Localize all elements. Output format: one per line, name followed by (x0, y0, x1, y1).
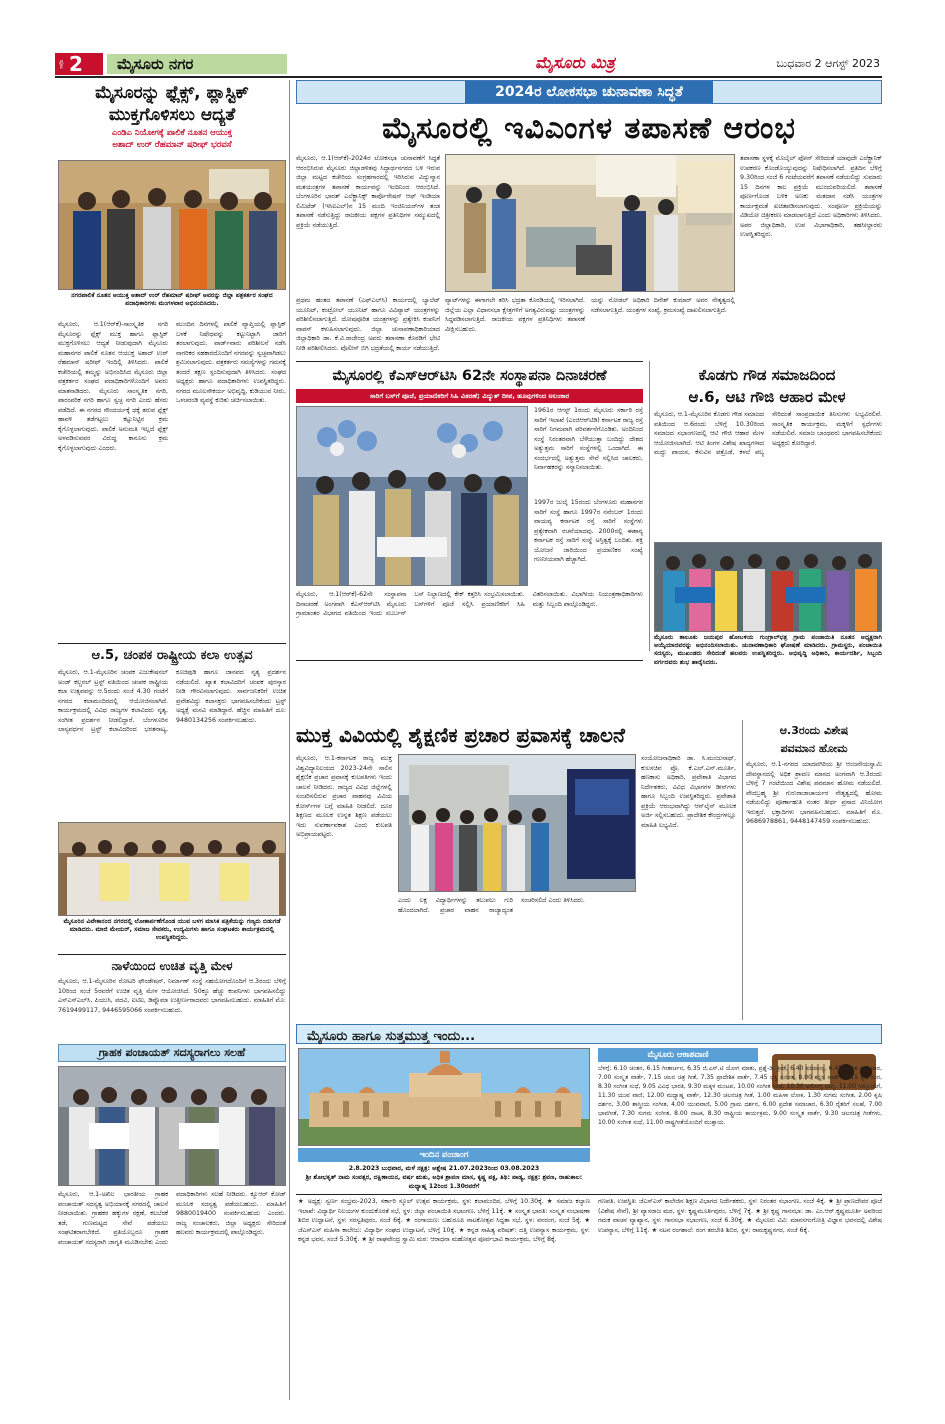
evm-body-mid1: ವ್ಯಾಟ್‌ಗಳನ್ನು ಈಗಾಗಲೇ ತರಿಸಿ ಭದ್ರತಾ ಕೊಠಡಿಯಲ್ಲಿ ಇರಿಸಲಾಗಿದೆ. ಜಿಲ್ಲೆಯ ಎಲ್ಲಾ ವಿಧಾನಸಭಾ ಕ್ಷೇತ್ರಗಳಿಗೆ ಅಗತ್ಯವಿರುವಷ್ಟು ಯಂತ್ರಗಳನ್ನು ಸಿದ್ಧಪಡಿಸಲಾಗುತ್ತಿದೆ. ರಾಜಕೀಯ ಪಕ್ಷಗಳ ಪ್ರತಿನಿಧಿಗಳು ತಪಾಸಣೆ ವೀಕ್ಷಿಸಬಹುದು. (445, 297, 585, 333)
akashvani-schedule: ಬೆಳಗ್ಗೆ: 6.10 ಚಿಂತನ, 6.15 ಗೀತಾರ್ಚನ, 6.35 ಜಿ.ಎಸ್.ಟಿ ಯೋಗ ಮಾತು, ಪ್ರಶ್ನೆ-ಡಿ. ಕ್ರೀಡೆ, 6.40 ಪದಪಾಣ್ಯ, 6.45 ಪ್ರದೇಶ ಸಮಾಚಾರ, 7.00 ಸಂಸ್ಕೃತ ವಾರ್ತೆ, 7.15 ಚಲನ ಚಿತ್ರ ಗೀತೆ, 7.35 ಪ್ರಾದೇಶಿಕ ವಾರ್ತೆ, 7.45 ಭಕ್ತಿ ಸಂಗೀತ, 8.00 ಕನ್ನಡ ವಾರ್ತೆ, 8.15 ಕೃಷಿ ರಂಗ, 8.30 ಸಂಗೀತ ಸುಧೆ, 9.05 ವಿವಿಧ ಭಾರತಿ, 9.30 ಮಕ್ಕಳ ಮಂಟಪ, 10.00 ಸಂಗೀತ ಸಂಜೆ, 10.30 ಆರೋಗ್ಯ ಭಾಗ್ಯ, 11.00 ನಿಮ್ಮೊಂದಿಗೆ, 11.30 ಯುವ ವಾಣಿ, 12.00 ಮಧ್ಯಾಹ್ನ ವಾರ್ತೆ, 12.30 ಚಲನಚಿತ್ರ ಗೀತೆ, 1.00 ಮಹಿಳಾ ಲೋಕ, 1.30 ಸುಗಮ ಸಂಗೀತ, 2.00 ಕೃಷಿ ದರ್ಶನ, 3.00 ಶಾಸ್ತ್ರೀಯ ಸಂಗೀತ, 4.00 ಯುವವಾಣಿ, 5.00 ಗ್ರಾಮ ದರ್ಶನ, 6.00 ಪ್ರದೇಶ ಸಮಾಚಾರ, 6.30 ರೈತರಿಗೆ ಸಲಹೆ, 7.00 ಭಾವಗೀತೆ, 7.30 ಸುಗಮ ಸಂಗೀತ, 8.00 ನಾಟಕ, 8.30 ರಾಷ್ಟ್ರೀಯ ಕಾರ್ಯಕ್ರಮ, 9.00 ಸಂಸ್ಕೃತ ವಾರ್ತೆ, 9.30 ಚಲನಚಿತ್ರ ಗೀತೆಗಳು, 10.00 ಸಂಗೀತ ಸುಧೆ, 11.00 ರಾಷ್ಟ್ರಗೀತೆಯೊಂದಿಗೆ ಮುಕ್ತಾಯ. (598, 1065, 882, 1126)
champaka-article-title: ಆ.5, ಚಂಪಕ ರಾಷ್ಟ್ರೀಯ ಕಲಾ ಉತ್ಸವ (91, 648, 253, 663)
job-fair-body: ಮೈಸೂರು, ಆ.1-ಮೈಸೂರಿನ ರೋಟರಿ ಫೌಂಡೇಷನ್, ನಿರ್ಮಾಣ್ ಸಂಸ್ಥೆ ಸಹಯೋಗದೊಂದಿಗೆ ಆ.3ರಂದು ಬೆಳಿಗ್ಗೆ 10ರಿಂದ ಸಂಜೆ 5ರವರೆಗೆ ಉಚಿತ ವೃತ್ತಿ ಮೇಳ ಆಯೋಜಿಸಿದೆ. 50ಕ್ಕೂ ಹೆಚ್ಚು ಕಂಪನಿಗಳು ಭಾಗವಹಿಸಲಿದ್ದು ಎಸ್‌ಎಸ್‌ಎಲ್‌ಸಿ, ಪಿಯುಸಿ, ಪದವಿ, ಐಟಿಐ, ಡಿಪ್ಲೊಮಾ ಉತ್ತೀರ್ಣರಾದವರು ಭಾಗವಹಿಸಬಹುದು. ಮಾಹಿತಿಗೆ ಮೊ: 7619499117, 9446595066 ಸಂಪರ್ಕಿಸಬಹುದು. (58, 978, 286, 1014)
kodava-title-1: ಕೊಡಗು ಗೌಡ ಸಮಾಜದಿಂದ (698, 366, 836, 384)
mysore-palace-photo (298, 1048, 590, 1146)
evm-body-right: ತಪಾಸಣಾ ಸ್ಥಳಕ್ಕೆ ಮೊಬೈಲ್ ಫೋನ್ ಸೇರಿದಂತೆ ಯಾವುದೇ ಎಲೆಕ್ಟ್ರಾನಿಕ್ ಉಪಕರಣ ಕೊಂಡೊಯ್ಯುವುದನ್ನು ನಿಷೇಧಿಸಲಾಗಿದೆ. ಪ್ರತಿದಿನ ಬೆಳಿಗ್ಗೆ 9.30ರಿಂದ ಸಂಜೆ 6 ಗಂಟೆಯವರೆಗೆ ತಪಾಸಣೆ ನಡೆಯಲಿದ್ದು ಸುಮಾರು 15 ದಿನಗಳ ಕಾಲ ಪ್ರಕ್ರಿಯೆ ಮುಂದುವರಿಯಲಿದೆ. ತಪಾಸಣೆ ಪೂರ್ಣಗೊಂಡ ಬಳಿಕ ಅಣಕು ಮತದಾನ ನಡೆಸಿ ಯಂತ್ರಗಳ ಕಾರ್ಯಕ್ಷಮತೆ ಖಚಿತಪಡಿಸಲಾಗುವುದು. ಸಂಪೂರ್ಣ ಪ್ರಕ್ರಿಯೆಯನ್ನು ವಿಡಿಯೋ ಚಿತ್ರೀಕರಣ ಮಾಡಲಾಗುತ್ತಿದೆ ಎಂದು ಅಧಿಕಾರಿಗಳು ತಿಳಿಸಿದರು. ಅಪರ ಜಿಲ್ಲಾಧಿಕಾರಿ, ಉಪ ವಿಭಾಗಾಧಿಕಾರಿ, ತಹಸೀಲ್ದಾರರು ಉಪಸ್ಥಿತರಿದ್ದರು. (740, 155, 882, 238)
pavamana-body: ಮೈಸೂರು, ಆ.1-ನಗರದ ಯಾದವಗಿರಿಯ ಶ್ರೀ ಆಂಜನೇಯಸ್ವಾಮಿ ದೇವಸ್ಥಾನದಲ್ಲಿ ಅಧಿಕ ಶ್ರಾವಣ ಮಾಸದ ಅಂಗವಾಗಿ ಆ.3ರಂದು ಬೆಳಿಗ್ಗೆ 7 ಗಂಟೆಯಿಂದ ವಿಶೇಷ ಪವಮಾನ ಹೋಮ ನಡೆಯಲಿದೆ. ವೇದಬ್ರಹ್ಮ ಶ್ರೀ ಗುರುರಾಜಾಚಾರ್ಯರ ನೇತೃತ್ವದಲ್ಲಿ ಹೋಮ ನಡೆಯಲಿದ್ದು ಪೂರ್ಣಾಹುತಿ ನಂತರ ತೀರ್ಥ ಪ್ರಸಾದ ವಿನಿಯೋಗ ಇರುತ್ತದೆ. ಭಕ್ತಾದಿಗಳು ಭಾಗವಹಿಸಬಹುದು. ಮಾಹಿತಿಗೆ ಮೊ. 9686978861, 9448147459 ಸಂಪರ್ಕಿಸಬಹುದು. (746, 761, 882, 825)
champaka-article-body: ಮೈಸೂರು, ಆ.1-ಮೈಸೂರಿನ ಚಂಪಕ ಎಜುಕೇಷನಲ್ ಅಂಡ್ ಕಲ್ಚರಲ್ ಟ್ರಸ್ಟ್ ವತಿಯಿಂದ ಚಂಪಕ ರಾಷ್ಟ್ರೀಯ ಕಲಾ ಉತ್ಸವವನ್ನು ಆ.5ರಂದು ಸಂಜೆ 4.30 ಗಂಟೆಗೆ ನಗರದ ಕಲಾಮಂದಿರದಲ್ಲಿ ಆಯೋಜಿಸಲಾಗಿದೆ. ಕಾರ್ಯಕ್ರಮದಲ್ಲಿ ವಿವಿಧ ರಾಜ್ಯಗಳ ಕಲಾವಿದರು ನೃತ್ಯ, ಸಂಗೀತ ಪ್ರದರ್ಶನ ನೀಡಲಿದ್ದಾರೆ. ಬೆಂಗಳೂರಿನ ಲಾಸ್ಯವರ್ಧನ ಟ್ರಸ್ಟ್ ಕಲಾವಿದರಿಂದ ಭರತನಾಟ್ಯ, ಕೂಚಿಪುಡಿ ಹಾಗೂ ಜಾನಪದ ನೃತ್ಯ ಪ್ರದರ್ಶನ ನಡೆಯಲಿದೆ. ಖ್ಯಾತ ಕಲಾವಿದರಿಗೆ ಚಂಪಕ ಪುರಸ್ಕಾರ ನೀಡಿ ಗೌರವಿಸಲಾಗುವುದು. ಸಾರ್ವಜನಿಕರಿಗೆ ಉಚಿತ ಪ್ರವೇಶವಿದ್ದು ಕಲಾಸಕ್ತರು ಭಾಗವಹಿಸಬೇಕೆಂದು ಟ್ರಸ್ಟ್ ಅಧ್ಯಕ್ಷೆ ಮನವಿ ಮಾಡಿದ್ದಾರೆ. ಹೆಚ್ಚಿನ ಮಾಹಿತಿಗೆ ದೂ: 9480134256 ಸಂಪರ್ಕಿಸಬಹುದು. (58, 669, 286, 733)
election-banner (296, 80, 882, 104)
panchanga-label: ಇಂದಿನ ಪಂಚಾಂಗ (419, 1150, 469, 1160)
ksrtc-body-right2: 1997ರ ಜುಲೈ 15ರಂದು ಬೆಂಗಳೂರು ಮಹಾನಗರ ಸಾರಿಗೆ ಸಂಸ್ಥೆ ಹಾಗೂ 1997ರ ನವೆಂಬರ್ 1ರಂದು ವಾಯವ್ಯ ಕರ್ನಾಟಕ ರಸ್ತೆ ಸಾರಿಗೆ ಸಂಸ್ಥೆಗಳು ಪ್ರತ್ಯೇಕವಾಗಿ ರಚನೆಯಾದವು. 2000ರಲ್ಲಿ ಈಶಾನ್ಯ ಕರ್ನಾಟಕ ರಸ್ತೆ ಸಾರಿಗೆ ಸಂಸ್ಥೆ ಅಸ್ತಿತ್ವಕ್ಕೆ ಬಂದಿತು. ಶಕ್ತಿ ಯೋಜನೆ ಜಾರಿಯಿಂದ ಪ್ರಯಾಣಿಕರ ಸಂಖ್ಯೆ ಗಣನೀಯವಾಗಿ ಹೆಚ್ಚಾಗಿದೆ. (534, 499, 643, 563)
job-fair-title: ನಾಳೆಯಿಂದ ಉಚಿತ ವೃತ್ತಿ ಮೇಳ (111, 959, 233, 973)
section-name: ಮೈಸೂರು ನಗರ (107, 54, 287, 74)
commissioner-group-photo (58, 160, 286, 290)
paper-logo: ಮೈಸೂರು ಮಿತ್ರ (535, 53, 615, 72)
ksrtc-divider (296, 361, 643, 362)
page-number: 2 (69, 52, 83, 76)
consumer-panchayat-title-box (58, 1044, 286, 1062)
ksrtc-body-bottom: ಮೈಸೂರು, ಆ.1(ಆರ್‌ಕೆ)-62ನೇ ಸಂಸ್ಥಾಪನಾ ದಿನಾಚರಣೆ ಅಂಗವಾಗಿ ಕೆಎಸ್‌ಆರ್‌ಟಿಸಿ ಮೈಸೂರು ಗ್ರಾಮಾಂತರ ವಿಭಾಗದ ವತಿಯಿಂದ ಇಂದು ಸಬರ್ಬನ್ ಬಸ್ ನಿಲ್ದಾಣದಲ್ಲಿ ಕೇಕ್ ಕತ್ತರಿಸಿ ಸಂಭ್ರಮಿಸಲಾಯಿತು. ಬಸ್‌ಗಳಿಗೆ ಪೂಜೆ ಸಲ್ಲಿಸಿ ಪ್ರಯಾಣಿಕರಿಗೆ ಸಿಹಿ ವಿತರಿಸಲಾಯಿತು. ವಿಭಾಗೀಯ ನಿಯಂತ್ರಣಾಧಿಕಾರಿಗಳು ಮತ್ತು ಸಿಬ್ಬಂದಿ ಪಾಲ್ಗೊಂಡಿದ್ದರು. (296, 591, 643, 617)
mukta-headline: ಮುಕ್ತ ವಿವಿಯಲ್ಲಿ ಶೈಕ್ಷಣಿಕ ಪ್ರಚಾರ ಪ್ರವಾಸಕ್ಕೆ ಚಾಲನೆ (296, 723, 625, 747)
left-article-subtitle-2: ಅಶಾದ್ ಉರ್ ರೆಹಮಾನ್ ಷರೀಫ್ ಭರವಸೆ (112, 140, 232, 150)
events-list-left: ★ ಅಧ್ಯಕ್ಷ: ಸ್ವರ್ಣ ಸಂಭ್ರಮ-2023, ಸರ್ಕಾರಿ ಸ್ಕೂಲ್ ಉತ್ಸವ ಕಾರ್ಯಕ್ರಮ, ಸ್ಥಳ: ಕಲಾಮಂದಿರ, ಬೆಳಿಗ್ಗೆ 10.30ಕ್ಕೆ. ★ ಸಮಾಜ ಕಲ್ಯಾಣ ಇಲಾಖೆ: ವಿದ್ಯಾರ್ಥಿ ನಿಲಯಗಳ ಕುಂದುಕೊರತೆ ಸಭೆ, ಸ್ಥಳ: ಜಿಲ್ಲಾ ಪಂಚಾಯಿತಿ ಸಭಾಂಗಣ, ಬೆಳಿಗ್ಗೆ 11ಕ್ಕೆ. ★ ಸಂಸ್ಕೃತ ಭಾರತಿ: ಸಂಸ್ಕೃತ ಸಂಭಾಷಣಾ ಶಿಬಿರ ಉದ್ಘಾಟನೆ, ಸ್ಥಳ: ಸರಸ್ವತಿಪುರಂ, ಸಂಜೆ 6ಕ್ಕೆ. ★ ರಂಗಾಯಣ: ಬಹುರೂಪಿ ನಾಟಕೋತ್ಸವ ಸಿದ್ಧತಾ ಸಭೆ, ಸ್ಥಳ: ವನರಂಗ, ಸಂಜೆ 5ಕ್ಕೆ. ★ ಜೆಎಸ್‌ಎಸ್ ಮಹಿಳಾ ಕಾಲೇಜು: ವಿದ್ಯಾರ್ಥಿ ಸಂಘದ ಉದ್ಘಾಟನೆ, ಬೆಳಿಗ್ಗೆ 10ಕ್ಕೆ. ★ ಕನ್ನಡ ಸಾಹಿತ್ಯ ಪರಿಷತ್: ದತ್ತಿ ಉಪನ್ಯಾಸ ಕಾರ್ಯಕ್ರಮ, ಸ್ಥಳ: ಕನ್ನಡ ಭವನ, ಸಂಜೆ 5.30ಕ್ಕೆ. ★ ಶ್ರೀ ರಾಘವೇಂದ್ರ ಸ್ವಾಮಿ ಮಠ: ಆರಾಧನಾ ಮಹೋತ್ಸವ ಪೂರ್ವಭಾವಿ ಕಾರ್ಯಕ್ರಮ, ಬೆಳಿಗ್ಗೆ 8ಕ್ಕೆ. (298, 1198, 590, 1243)
column-divider (289, 80, 290, 1400)
pavamana-title-2: ಪವಮಾನ ಹೋಮ (780, 742, 848, 755)
left-article-body-col1: ಮೈಸೂರು, ಆ.1(ಆರ್‌ಕೆ)-ಸಾಂಸ್ಕೃತಿಕ ನಗರಿ ಮೈಸೂರನ್ನು ಫ್ಲೆಕ್ಸ್ ಮುಕ್ತ ಹಾಗೂ ಪ್ಲಾಸ್ಟಿಕ್ ಮುಕ್ತಗೊಳಿಸಲು ಆದ್ಯತೆ ನೀಡುವುದಾಗಿ ಮೈಸೂರು ಮಹಾನಗರ ಪಾಲಿಕೆ ನೂತನ ಆಯುಕ್ತ ಅಶಾದ್ ಉರ್ ರೆಹಮಾನ್ ಷರೀಫ್ ಇಂದಿಲ್ಲಿ ತಿಳಿಸಿದರು. ಪಾಲಿಕೆ ಕಚೇರಿಯಲ್ಲಿ ತಮ್ಮನ್ನು ಅಭಿನಂದಿಸಿದ ಮೈಸೂರು ಜಿಲ್ಲಾ ಪತ್ರಕರ್ತರ ಸಂಘದ ಪದಾಧಿಕಾರಿಗಳೊಂದಿಗೆ ಅವರು ಮಾತನಾಡಿದರು. ಮೈಸೂರು ಸಾಂಸ್ಕೃತಿಕ ನಗರಿ, ಪಾರಂಪರಿಕ ನಗರಿ ಹಾಗೂ ಸ್ವಚ್ಛ ನಗರಿ ಎಂದು ಹೆಸರು ಪಡೆದಿದೆ. ಈ ನಗರದ ಸೌಂದರ್ಯಕ್ಕೆ ಧಕ್ಕೆ ತರುವ ಫ್ಲೆಕ್ಸ್ ಹಾವಳಿ ತಡೆಗಟ್ಟಲು ಕಟ್ಟುನಿಟ್ಟಿನ ಕ್ರಮ ಕೈಗೊಳ್ಳಲಾಗುವುದು. ಪಾಲಿಕೆ ಅನುಮತಿ ಇಲ್ಲದೆ ಫ್ಲೆಕ್ಸ್ ಅಳವಡಿಸುವವರ ವಿರುದ್ಧ ಕಾನೂನು ಕ್ರಮ ಕೈಗೊಳ್ಳಲಾಗುವುದು ಎಂದರು. (58, 321, 168, 452)
evm-lead-headline: ಮೈಸೂರಲ್ಲಿ ಇವಿಎಂಗಳ ತಪಾಸಣೆ ಆರಂಭ (382, 111, 796, 146)
akashvani-label: ಮೈಸೂರು ಆಕಾಶವಾಣಿ (647, 1050, 709, 1060)
left-divider-1 (58, 643, 286, 644)
events-list-right: ಗಣಪತಿ, ಉಪಸ್ಥಿತಿ: ಜೆಎಸ್‌ಎಸ್ ಕಾಲೇಜಿನ ಶಿಕ್ಷಣ ವಿಭಾಗದ ನಿರ್ದೇಶಕರು, ಸ್ಥಳ: ನಿರಂತರ ಸಭಾಂಗಣ, ಸಂಜೆ 4ಕ್ಕೆ. ★ ಶ್ರೀ ಪ್ರಾಣದೇವರ ಪೂಜೆ (ವಿಶೇಷ ಸೇವೆ), ಶ್ರೀ ವ್ಯಾಸರಾಜ ಮಠ, ಸ್ಥಳ: ಕೃಷ್ಣಮೂರ್ತಿಪುರಂ, ಬೆಳಿಗ್ಗೆ 7ಕ್ಕೆ. ★ ಶ್ರೀ ಕೃಷ್ಣ ಗಾನಸಭಾ: ಡಾ. ಎಂ.ಆರ್.ಕೃಷ್ಣಮೂರ್ತಿ ಅವರಿಂದ ಗಮಕ ವಾಚನ ವ್ಯಾಖ್ಯಾನ, ಸ್ಥಳ: ಗಾನಸಭಾ ಸಭಾಂಗಣ, ಸಂಜೆ 6.30ಕ್ಕೆ. ★ ಮೈಸೂರು ವಿವಿ: ಮಾನಸಗಂಗೋತ್ರಿ ವಿಜ್ಞಾನ ಭವನದಲ್ಲಿ ವಿಶೇಷ ಉಪನ್ಯಾಸ, ಬೆಳಿಗ್ಗೆ 11ಕ್ಕೆ. ★ ನಟನ ರಂಗಶಾಲೆ: ರಂಗ ತರಬೇತಿ ಶಿಬಿರ, ಸ್ಥಳ: ರಾಮಕೃಷ್ಣನಗರ, ಸಂಜೆ 6ಕ್ಕೆ. (598, 1198, 882, 1234)
panchayat-felicitation-photo (654, 542, 882, 632)
ksrtc-celebration-photo (296, 406, 528, 586)
left-article-subtitle-1: ಎಂಡಿಎ ನಿಯೋಗಕ್ಕೆ ಪಾಲಿಕೆ ನೂತನ ಆಯುಕ್ತ (111, 128, 233, 138)
kodava-body: ಮೈಸೂರು, ಆ.1-ಮೈಸೂರಿನ ಕೊಡಗು ಗೌಡ ಸಮಾಜದ ವತಿಯಿಂದ ಆ.6ರಂದು ಬೆಳಿಗ್ಗೆ 10.30ರಿಂದ ಸಮಾಜದ ಸಭಾಂಗಣದಲ್ಲಿ ಆಟಿ ಗೌಜಿ ಆಹಾರ ಮೇಳ ಆಯೋಜಿಸಲಾಗಿದೆ. ಆಟಿ ತಿಂಗಳ ವಿಶೇಷ ಖಾದ್ಯಗಳಾದ ಮದ್ದು ಪಾಯಸ, ಕೆಸುವಿನ ಪತ್ರೊಡೆ, ಕಳಲೆ ಪಲ್ಯ ಸೇರಿದಂತೆ ಸಾಂಪ್ರದಾಯಿಕ ತಿನಿಸುಗಳು ಲಭ್ಯವಿರಲಿವೆ. ಸಾಂಸ್ಕೃತಿಕ ಕಾರ್ಯಕ್ರಮ, ಮಕ್ಕಳಿಗೆ ಸ್ಪರ್ಧೆಗಳು ನಡೆಯಲಿವೆ. ಸಮಾಜ ಬಾಂಧವರು ಭಾಗವಹಿಸಬೇಕೆಂದು ಅಧ್ಯಕ್ಷರು ಕೋರಿದ್ದಾರೆ. (654, 411, 882, 456)
kodava-title-2: ಆ.6, ಆಟಿ ಗೌಜಿ ಆಹಾರ ಮೇಳ (688, 388, 846, 406)
mukta-divider (296, 660, 643, 661)
akashvani-label-box (598, 1048, 758, 1062)
page-number-badge (55, 53, 103, 75)
evm-body-col1b: ಪ್ರಥಮ ಹಂತದ ತಪಾಸಣೆ (ಎಫ್‌ಎಲ್‌ಸಿ) ಕಾರ್ಯದಲ್ಲಿ ಬ್ಯಾಲೆಟ್ ಯೂನಿಟ್, ಕಂಟ್ರೋಲ್ ಯೂನಿಟ್ ಹಾಗೂ ವಿವಿಪ್ಯಾಟ್ ಯಂತ್ರಗಳನ್ನು ಪರಿಶೀಲಿಸಲಾಗುತ್ತಿದೆ. ದೋಷಪೂರಿತ ಯಂತ್ರಗಳನ್ನು ಪ್ರತ್ಯೇಕಿಸಿ ಕಂಪನಿಗೆ ವಾಪಸ್ ಕಳುಹಿಸಲಾಗುವುದು. ಜಿಲ್ಲಾ ಚುನಾವಣಾಧಿಕಾರಿಯಾದ ಜಿಲ್ಲಾಧಿಕಾರಿ ಡಾ. ಕೆ.ವಿ.ರಾಜೇಂದ್ರ ಅವರು ತಪಾಸಣಾ ಕೊಠಡಿಗೆ ಭೇಟಿ ನೀಡಿ ಪರಿಶೀಲಿಸಿದರು. ಪೊಲೀಸ್ ಬಿಗಿ ಭದ್ರತೆಯಲ್ಲಿ ಕಾರ್ಯ ನಡೆಯುತ್ತಿದೆ. (296, 297, 440, 352)
ksrtc-headline: ಮೈಸೂರಲ್ಲಿ ಕೆಎಸ್‌ಆರ್‌ಟಿಸಿ 62ನೇ ಸಂಸ್ಥಾಪನಾ ದಿನಾಚರಣೆ (332, 368, 607, 384)
evm-body-mid2: ಯನ್ನು ನೋಡಲ್ ಅಧಿಕಾರಿ ದಿನೇಶ್ ಕುಮಾರ್ ಅವರ ನೇತೃತ್ವದಲ್ಲಿ ನಡೆಸಲಾಗುತ್ತಿದೆ. ಯಂತ್ರಗಳ ಸಂಖ್ಯೆ, ಕ್ರಮಸಂಖ್ಯೆ ದಾಖಲಿಸಲಾಗುತ್ತಿದೆ. (591, 297, 735, 314)
pavamana-title-1: ಆ.3ರಂದು ವಿಶೇಷ (779, 724, 849, 737)
panchanga-label-box (298, 1148, 590, 1162)
today-header-bar (296, 1024, 882, 1044)
page-label: ಪುಟ (58, 59, 65, 69)
mukta-vehicle-photo (398, 754, 636, 892)
magazine-release-photo (58, 822, 286, 916)
consumer-panchayat-body: ಮೈಸೂರು, ಆ.1-ಅಖಿಲ ಭಾರತೀಯ ಗ್ರಾಹಕ ಪಂಚಾಯತ್ ಸದಸ್ಯತ್ವ ಅಭಿಯಾನಕ್ಕೆ ನಗರದಲ್ಲಿ ಚಾಲನೆ ನೀಡಲಾಯಿತು. ಗ್ರಾಹಕರ ಹಕ್ಕುಗಳ ರಕ್ಷಣೆ, ಕಲಬೆರಕೆ ತಡೆ, ಗುಣಮಟ್ಟದ ಸೇವೆ ಪಡೆಯಲು ಸಂಘಟಿತರಾಗಬೇಕಿದೆ. ಪ್ರತಿಯೊಬ್ಬರೂ ಗ್ರಾಹಕ ಪಂಚಾಯತ್ ಸದಸ್ಯರಾಗಿ ಜಾಗೃತಿ ಮೂಡಿಸಬೇಕು ಎಂದು ಪದಾಧಿಕಾರಿಗಳು ಸಲಹೆ ನೀಡಿದರು. ಕ್ಯೂಆರ್ ಕೋಡ್ ಮೂಲಕ ಸದಸ್ಯತ್ವ ಪಡೆಯಬಹುದು. ಮಾಹಿತಿಗೆ 9880019400 ಸಂಪರ್ಕಿಸಬಹುದು ಎಂದರು. ರಾಜ್ಯ ಸಂಚಾಲಕರು, ಜಿಲ್ಲಾ ಅಧ್ಯಕ್ಷರು ಸೇರಿದಂತೆ ಹಲವರು ಕಾರ್ಯಕ್ರಮದಲ್ಲಿ ಪಾಲ್ಗೊಂಡಿದ್ದರು. (58, 1191, 286, 1246)
mukta-body-center: ಎಂದು ಲಕ್ಷ ವಿದ್ಯಾರ್ಥಿಗಳನ್ನು ತಲುಪಲು ಗುರಿ ಹೊಂದಲಾಗಿದೆ. ಪ್ರಚಾರ ವಾಹನ ರಾಜ್ಯಾದ್ಯಂತ ಸಂಚರಿಸಲಿದೆ ಎಂದು ತಿಳಿಸಿದರು. (398, 897, 585, 914)
issue-date: ಬುಧವಾರ 2 ಆಗಸ್ಟ್ 2023 (776, 57, 880, 70)
left-divider-2 (58, 954, 286, 955)
panchanga-line-1: 2.8.2023 ಬುಧವಾರ, ಮಳೆ ನಕ್ಷತ್ರ: ಆಶ್ಲೇಷ 21.07.2023ರಿಂದ 03.08.2023 (348, 1165, 540, 1172)
panchayat-felicitation-caption: ಮೈಸೂರು ತಾಲೂಕು ಜಯಪುರ ಹೋಬಳಿಯ ಗುಂಗ್ರಾಲ್‌ಛತ್ರ ಗ್ರಾಮ ಪಂಚಾಯಿತಿ ನೂತನ ಅಧ್ಯಕ್ಷರಾಗಿ ಆಯ್ಕೆಯಾದವರನ್ನು ಅಭಿನಂದಿಸಲಾಯಿತು. ಚುನಾವಣಾಧಿಕಾರಿ ಘೋಷಣೆ ಮಾಡಿದರು. ಗ್ರಾಮಸ್ಥರು, ಪಂಚಾಯಿತಿ ಸದಸ್ಯರು, ಮುಖಂಡರು ಸೇರಿದಂತೆ ಹಲವರು ಉಪಸ್ಥಿತರಿದ್ದರು. ಅಭಿವೃದ್ಧಿ ಅಧಿಕಾರಿ, ಕಾರ್ಯದರ್ಶಿ, ಸಿಬ್ಬಂದಿ ವರ್ಗದವರು ಶುಭ ಹಾರೈಸಿದರು. (654, 634, 882, 666)
consumer-panchayat-photo (58, 1066, 286, 1186)
left-article-body-col2: ಮುಂದಿನ ದಿನಗಳಲ್ಲಿ ಪಾಲಿಕೆ ವ್ಯಾಪ್ತಿಯಲ್ಲಿ ಪ್ಲಾಸ್ಟಿಕ್ ಬಳಕೆ ನಿಷೇಧವನ್ನು ಕಟ್ಟುನಿಟ್ಟಾಗಿ ಜಾರಿಗೆ ತರಲಾಗುವುದು. ವಾರ್ಡ್‌ವಾರು ಪರಿಶೀಲನೆ ನಡೆಸಿ ನಾಗರಿಕರ ಸಹಕಾರದೊಂದಿಗೆ ನಗರವನ್ನು ಸ್ವಚ್ಛವಾಗಿಡಲು ಶ್ರಮಿಸಲಾಗುವುದು. ಪತ್ರಕರ್ತರು ಸಮಸ್ಯೆಗಳನ್ನು ಗಮನಕ್ಕೆ ತಂದರೆ ತಕ್ಷಣ ಸ್ಪಂದಿಸುವುದಾಗಿ ತಿಳಿಸಿದರು. ಸಂಘದ ಅಧ್ಯಕ್ಷರು ಹಾಗೂ ಪದಾಧಿಕಾರಿಗಳು ಉಪಸ್ಥಿತರಿದ್ದರು. ನಗರದ ಮೂಲಸೌಕರ್ಯ ಅಭಿವೃದ್ಧಿ, ಕುಡಿಯುವ ನೀರು, ಒಳಚರಂಡಿ ವ್ಯವಸ್ಥೆ ಕುರಿತು ಚರ್ಚಿಸಲಾಯಿತು. (176, 321, 286, 404)
events-divider (296, 1194, 882, 1195)
election-banner-text: 2024ರ ಲೋಕಸಭಾ ಚುನಾವಣಾ ಸಿದ್ಧತೆ (465, 81, 713, 103)
commissioner-photo-caption: ನಗರಪಾಲಿಕೆ ನೂತನ ಆಯುಕ್ತ ಅಶಾದ್ ಉರ್ ರೆಹಮಾನ್ ಷರೀಫ್ ಅವರನ್ನು ಜಿಲ್ಲಾ ಪತ್ರಕರ್ತರ ಸಂಘದ ಪದಾಧಿಕಾರಿಗಳು ಮಂಗಳವಾರ ಅಭಿನಂದಿಸಿದರು. (71, 292, 273, 308)
ksrtc-subheadline (296, 389, 643, 403)
mukta-body-right: ಸಂಯೋಜನಾಧಿಕಾರಿ ಡಾ. ಸಿ.ಮಂಜುನಾಥ್, ಕುಲಸಚಿವ ಪ್ರೊ. ಕೆ.ಎಲ್.ಎನ್.ಮೂರ್ತಿ, ಹಣಕಾಸು ಅಧಿಕಾರಿ, ಪ್ರವೇಶಾತಿ ವಿಭಾಗದ ನಿರ್ದೇಶಕರು, ವಿವಿಧ ವಿಭಾಗಗಳ ಡೀನ್‌ಗಳು ಹಾಗೂ ಸಿಬ್ಬಂದಿ ಉಪಸ್ಥಿತರಿದ್ದರು. ಪ್ರವೇಶಾತಿ ಪ್ರಕ್ರಿಯೆ ಆರಂಭವಾಗಿದ್ದು ಆನ್‌ಲೈನ್ ಮೂಲಕ ಅರ್ಜಿ ಸಲ್ಲಿಸಬಹುದು. ಪ್ರಾದೇಶಿಕ ಕೇಂದ್ರಗಳಲ್ಲೂ ಮಾಹಿತಿ ಲಭ್ಯವಿದೆ. (641, 755, 736, 829)
magazine-release-caption: ಮೈಸೂರಿನ ವಿವೇಕಾನಂದ ನಗರದಲ್ಲಿ ಲೋಕಾರ್ಪಣೆಗೊಂಡ ಯುವ ಬಳಗ ಮಾಸಿಕ ಪತ್ರಿಕೆಯನ್ನು ಗಣ್ಯರು ಬಿಡುಗಡೆ ಮಾಡಿದರು. ಮಾಜಿ ಮೇಯರ್, ಸಮಾಜ ಸೇವಕರು, ಉದ್ಯಮಿಗಳು ಹಾಗೂ ಸಂಘಟಕರು ಕಾರ್ಯಕ್ರಮದಲ್ಲಿ ಉಪಸ್ಥಿತರಿದ್ದರು. (63, 918, 281, 942)
evm-body-col1: ಮೈಸೂರು, ಆ.1(ಆರ್‌ಕೆ)-2024ರ ಲೋಕಸಭಾ ಚುನಾವಣೆಗೆ ಸಿದ್ಧತೆ ಆರಂಭಿಸಿರುವ ಮೈಸೂರು ಜಿಲ್ಲಾಡಳಿತವು ಸಿದ್ಧಾರ್ಥನಗರದ ಬಳಿ ಇರುವ ಜಿಲ್ಲಾ ಮಟ್ಟದ ಕಚೇರಿಯ ಸಂಗ್ರಹಗಾರದಲ್ಲಿ ಇರಿಸಿರುವ ವಿದ್ಯುನ್ಮಾನ ಮತಯಂತ್ರಗಳ ತಪಾಸಣೆ ಕಾರ್ಯವನ್ನು ಇಂದಿನಿಂದ ಆರಂಭಿಸಿದೆ. ಬೆಂಗಳೂರಿನ ಭಾರತ್ ಎಲೆಕ್ಟ್ರಾನಿಕ್ಸ್ ಕಾರ್ಪೊರೇಷನ್ ಆಫ್ ಇಂಡಿಯಾ ಲಿಮಿಟೆಡ್ (ಇಸಿಐಎಲ್)ನ 15 ಮಂದಿ ಇಂಜಿನಿಯರ್‌ಗಳ ತಂಡ ತಪಾಸಣೆ ನಡೆಸುತ್ತಿದ್ದು ರಾಜಕೀಯ ಪಕ್ಷಗಳ ಪ್ರತಿನಿಧಿಗಳ ಸಮ್ಮುಖದಲ್ಲಿ ಪ್ರಕ್ರಿಯೆ ನಡೆಯುತ್ತಿದೆ. (296, 155, 440, 229)
mukta-body-left: ಮೈಸೂರು, ಆ.1-ಕರ್ನಾಟಕ ರಾಜ್ಯ ಮುಕ್ತ ವಿಶ್ವವಿದ್ಯಾನಿಲಯದ 2023-24ನೇ ಸಾಲಿನ ಶೈಕ್ಷಣಿಕ ಪ್ರಚಾರ ಪ್ರವಾಸಕ್ಕೆ ಕುಲಪತಿಗಳು ಇಂದು ಚಾಲನೆ ನೀಡಿದರು. ರಾಜ್ಯದ ವಿವಿಧ ಜಿಲ್ಲೆಗಳಲ್ಲಿ ಸಂಚರಿಸಲಿರುವ ಪ್ರಚಾರ ವಾಹನವು ವಿವಿಯ ಕೋರ್ಸ್‌ಗಳ ಬಗ್ಗೆ ಮಾಹಿತಿ ನೀಡಲಿದೆ. ದೂರ ಶಿಕ್ಷಣದ ಮೂಲಕ ಉನ್ನತ ಶಿಕ್ಷಣ ಪಡೆಯಲು ಇದು ಸುವರ್ಣಾವಕಾಶ ಎಂದು ಕುಲಪತಿ ಅಭಿಪ್ರಾಯಪಟ್ಟರು. (296, 755, 392, 838)
consumer-panchayat-title: ಗ್ರಾಹಕ ಪಂಚಾಯತ್ ಸದಸ್ಯರಾಗಲು ಸಲಹೆ (98, 1046, 246, 1059)
evm-inspection-photo (445, 154, 735, 292)
ksrtc-body-right: 1961ರ ಆಗಸ್ಟ್ 1ರಂದು ಮೈಸೂರು ಸರ್ಕಾರಿ ರಸ್ತೆ ಸಾರಿಗೆ ಇಲಾಖೆ (ಎಂಜಿಆರ್‌ಟಿಡಿ) ಕರ್ನಾಟಕ ರಾಜ್ಯ ರಸ್ತೆ ಸಾರಿಗೆ ನಿಗಮವಾಗಿ ಪರಿವರ್ತನೆಗೊಂಡಿತು. ಅಂದಿನಿಂದ ಸಂಸ್ಥೆ ನಿರಂತರವಾಗಿ ಬೆಳೆಯುತ್ತಾ ಬಂದಿದ್ದು ದೇಶದ ಅತ್ಯುತ್ತಮ ಸಾರಿಗೆ ಸಂಸ್ಥೆಗಳಲ್ಲಿ ಒಂದಾಗಿದೆ. ಈ ಸಂದರ್ಭದಲ್ಲಿ ಅತ್ಯುತ್ತಮ ಸೇವೆ ಸಲ್ಲಿಸಿದ ಚಾಲಕರು, ನಿರ್ವಾಹಕರನ್ನು ಸನ್ಮಾನಿಸಲಾಯಿತು. (534, 407, 643, 471)
panchanga-line-2: ಶ್ರೀ ಶೋಭಕೃತ್ ನಾಮ ಸಂವತ್ಸರ, ದಕ್ಷಿಣಾಯನ, ವರ್ಷ ಋತು, ಅಧಿಕ ಶ್ರಾವಣ ಮಾಸ, ಕೃಷ್ಣ ಪಕ್ಷ, ತಿಥಿ: ಪಾಡ್ಯ, ನಕ್ಷತ್ರ: ಶ್ರವಣ, ರಾಹುಕಾಲ: ಮಧ್ಯಾಹ್ನ 12ರಿಂದ 1.30ರವರೆಗೆ (305, 1174, 583, 1190)
ksrtc-subheadline-text: ಸಾರಿಗೆ ಬಸ್‌ಗೆ ಪೂಜೆ, ಪ್ರಯಾಣಿಕರಿಗೆ ಸಿಹಿ ವಿತರಣೆ; ವಿದ್ಯುತ್ ದೀಪ, ಹೂವುಗಳಿಂದ ಅಲಂಕಾರ (369, 392, 570, 400)
today-header-text: ಮೈಸೂರು ಹಾಗೂ ಸುತ್ತಮುತ್ತ ಇಂದು... (307, 1029, 476, 1044)
left-article-title-1: ಮೈಸೂರನ್ನು ಫ್ಲೆಕ್ಸ್, ಪ್ಲಾಸ್ಟಿಕ್ (95, 83, 249, 103)
masthead-rule (55, 76, 882, 78)
left-article-title-2: ಮುಕ್ತಗೊಳಿಸಲು ಆದ್ಯತೆ (108, 105, 236, 125)
